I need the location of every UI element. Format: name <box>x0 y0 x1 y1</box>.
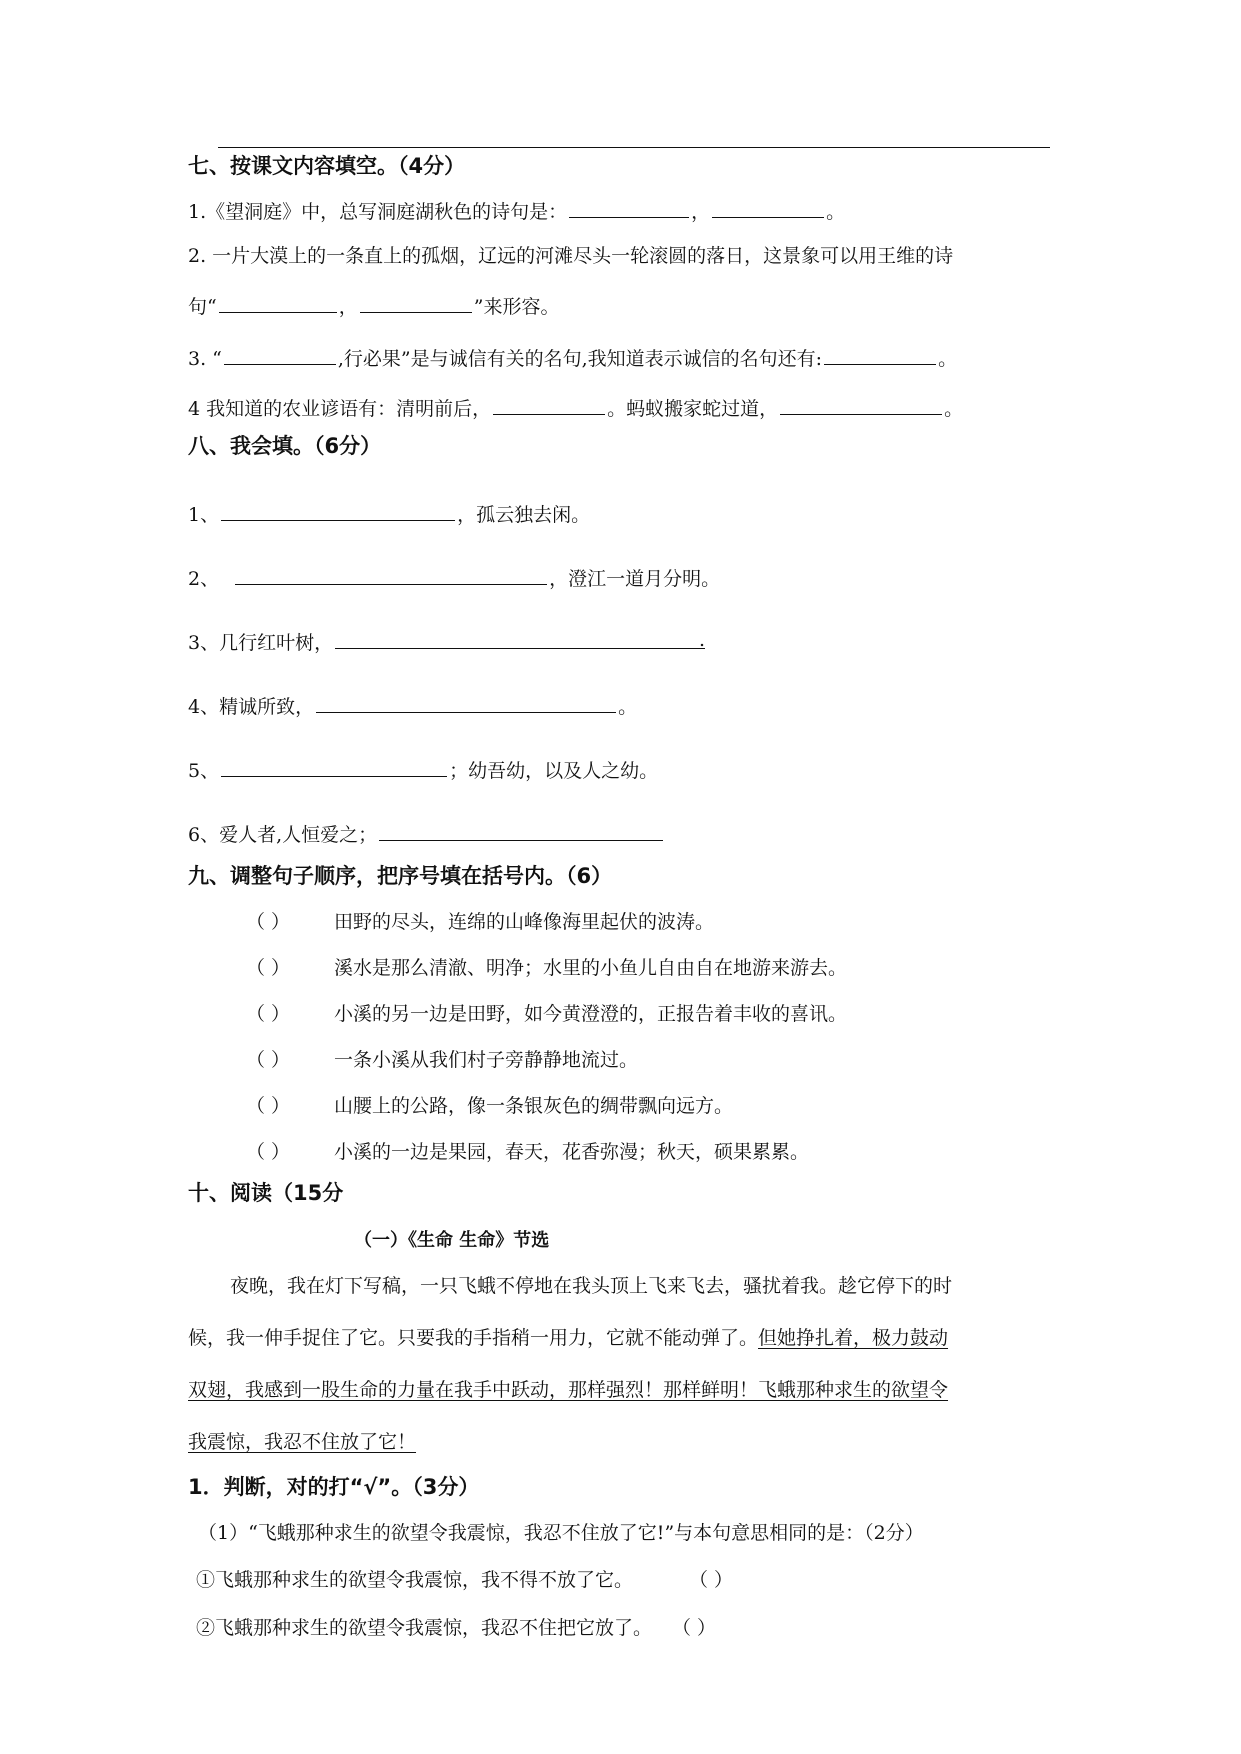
s9-item-1-paren[interactable]: （ ） <box>246 911 291 933</box>
s8-item-6-blank[interactable] <box>379 820 663 841</box>
s7-q2-end: ”来形容。 <box>473 296 560 318</box>
s8-item-1-blank[interactable] <box>221 500 455 521</box>
s9-item-6 <box>246 1140 809 1164</box>
s7-q3-blank-1[interactable] <box>224 344 336 365</box>
s9-item-4-text: 一条小溪从我们村子旁静静地流过。 <box>334 1049 639 1071</box>
question-1-option-1 <box>196 1568 733 1592</box>
s9-item-4 <box>246 1048 638 1072</box>
s8-item-5-text: ；幼吾幼，以及人之幼。 <box>449 760 659 782</box>
passage-underlined-3: 我震惊，我忍不住放了它！ <box>188 1431 417 1453</box>
option-1-text: ①飞蛾那种求生的欲望令我震惊，我不得不放了它。 <box>196 1569 634 1591</box>
s9-item-6-text: 小溪的一边是果园，春天，花香弥漫；秋天，硕果累累。 <box>334 1141 810 1163</box>
s8-item-5-number: 5、 <box>188 760 220 782</box>
s9-item-3-paren[interactable]: （ ） <box>246 1003 291 1025</box>
s8-item-2-text: ，澄江一道月分明。 <box>549 568 721 590</box>
s8-item-2 <box>188 564 720 591</box>
s7-q3-end: 。 <box>938 348 958 370</box>
s8-item-6-text: 6、爱人者,人恒爱之； <box>188 824 378 846</box>
s7-q4-mid: 。蚂蚁搬家蛇过道， <box>607 398 779 420</box>
passage-underlined-1: 但她挣扎着，极力鼓动 <box>758 1327 949 1349</box>
passage-line-3 <box>188 1378 948 1402</box>
s7-q2-line2 <box>188 292 559 319</box>
s7-q3-text: ,行必果”是与诚信有关的名句,我知道表示诚信的名句还有: <box>337 348 823 370</box>
s8-item-3 <box>188 628 707 655</box>
s7-q1-blank-1[interactable] <box>569 197 689 218</box>
s9-item-5-paren[interactable]: （ ） <box>246 1095 291 1117</box>
s8-item-4-blank[interactable] <box>316 692 616 713</box>
question-1-title: 1．判断，对的打“√”。（3分） <box>188 1475 480 1499</box>
s8-item-3-blank[interactable] <box>335 628 705 649</box>
option-2-text: ②飞蛾那种求生的欲望令我震惊，我忍不住把它放了。 <box>196 1617 653 1639</box>
s9-item-2 <box>246 956 847 980</box>
s7-q2-pre: 句“ <box>188 296 217 318</box>
s9-item-5 <box>246 1094 733 1118</box>
s7-q1 <box>188 197 845 224</box>
s8-item-6 <box>188 820 665 847</box>
s9-item-1 <box>246 910 714 934</box>
section-8-title: 八、我会填。（6分） <box>188 434 382 458</box>
s7-q1-end: 。 <box>826 201 846 223</box>
s7-q2-blank-1[interactable] <box>219 292 337 313</box>
s8-item-1-text: ，孤云独去闲。 <box>457 504 591 526</box>
s8-item-2-number: 2、 <box>188 568 220 590</box>
s9-item-4-paren[interactable]: （ ） <box>246 1049 291 1071</box>
s7-q1-text: 1.《望洞庭》中，总写洞庭湖秋色的诗句是： <box>188 201 568 223</box>
s7-q4-blank-2[interactable] <box>780 394 942 415</box>
passage-line-1: 夜晚，我在灯下写稿，一只飞蛾不停地在我头顶上飞来飞去，骚扰着我。趁它停下的时 <box>230 1275 953 1297</box>
option-2-answer-paren[interactable]: （ ） <box>672 1617 717 1639</box>
s8-item-4 <box>188 692 637 719</box>
s7-q4-blank-1[interactable] <box>493 394 605 415</box>
s7-q2-blank-2[interactable] <box>360 292 472 313</box>
s8-item-5-blank[interactable] <box>221 756 447 777</box>
s8-item-2-blank[interactable] <box>235 564 547 585</box>
s7-q1-blank-2[interactable] <box>712 197 824 218</box>
s7-q1-comma: ， <box>691 201 711 223</box>
option-1-answer-paren[interactable]: （ ） <box>689 1569 734 1591</box>
passage-line-2-plain: 候，我一伸手捉住了它。只要我的手指稍一用力，它就不能动弹了。 <box>188 1327 759 1349</box>
question-1-option-2 <box>196 1616 716 1640</box>
s8-item-4-end: 。 <box>618 696 638 718</box>
section-10-title: 十、阅读（15分 <box>188 1181 344 1205</box>
s9-item-2-paren[interactable]: （ ） <box>246 957 291 979</box>
question-1-sub-1: （1）“飞蛾那种求生的欲望令我震惊，我忍不住放了它!”与本句意思相同的是：（2分） <box>198 1522 924 1544</box>
s9-item-3 <box>246 1002 847 1026</box>
s8-item-3-end: . <box>699 629 706 651</box>
passage-line-4 <box>188 1430 416 1454</box>
s8-item-1-number: 1、 <box>188 504 220 526</box>
top-rule <box>218 147 1050 148</box>
s7-q3-blank-2[interactable] <box>824 344 936 365</box>
s8-item-1 <box>188 500 590 527</box>
passage-underlined-2: 双翅，我感到一股生命的力量在我手中跃动，那样强烈！那样鲜明！飞蛾那种求生的欲望令 <box>188 1379 949 1401</box>
s7-q4-end: 。 <box>944 398 964 420</box>
s7-q3 <box>188 344 957 371</box>
section-9-title: 九、调整句子顺序，把序号填在括号内。（6） <box>188 864 613 888</box>
passage-line-2 <box>188 1326 948 1350</box>
s9-item-6-paren[interactable]: （ ） <box>246 1141 291 1163</box>
s7-q4-pre: 4 我知道的农业谚语有：清明前后， <box>188 398 492 420</box>
s8-item-5 <box>188 756 658 783</box>
section-7-title: 七、按课文内容填空。（4分） <box>188 154 466 178</box>
s9-item-5-text: 山腰上的公路，像一条银灰色的绸带飘向远方。 <box>334 1095 734 1117</box>
s7-q2-comma: ， <box>338 296 358 318</box>
s9-item-2-text: 溪水是那么清澈、明净；水里的小鱼儿自由自在地游来游去。 <box>334 957 848 979</box>
s7-q3-pre: 3. “ <box>188 348 222 370</box>
s8-item-4-text: 4、精诚所致， <box>188 696 315 718</box>
reading-passage-title: （一）《生命 生命》节选 <box>354 1230 550 1251</box>
s7-q4 <box>188 394 963 421</box>
s8-item-3-text: 3、几行红叶树， <box>188 632 334 654</box>
s9-item-1-text: 田野的尽头，连绵的山峰像海里起伏的波涛。 <box>334 911 715 933</box>
s7-q2-line1: 2. 一片大漠上的一条直上的孤烟，辽远的河滩尽头一轮滚圆的落日，这景象可以用王维的诗 <box>188 245 954 267</box>
s9-item-3-text: 小溪的另一边是田野，如今黄澄澄的，正报告着丰收的喜讯。 <box>334 1003 848 1025</box>
